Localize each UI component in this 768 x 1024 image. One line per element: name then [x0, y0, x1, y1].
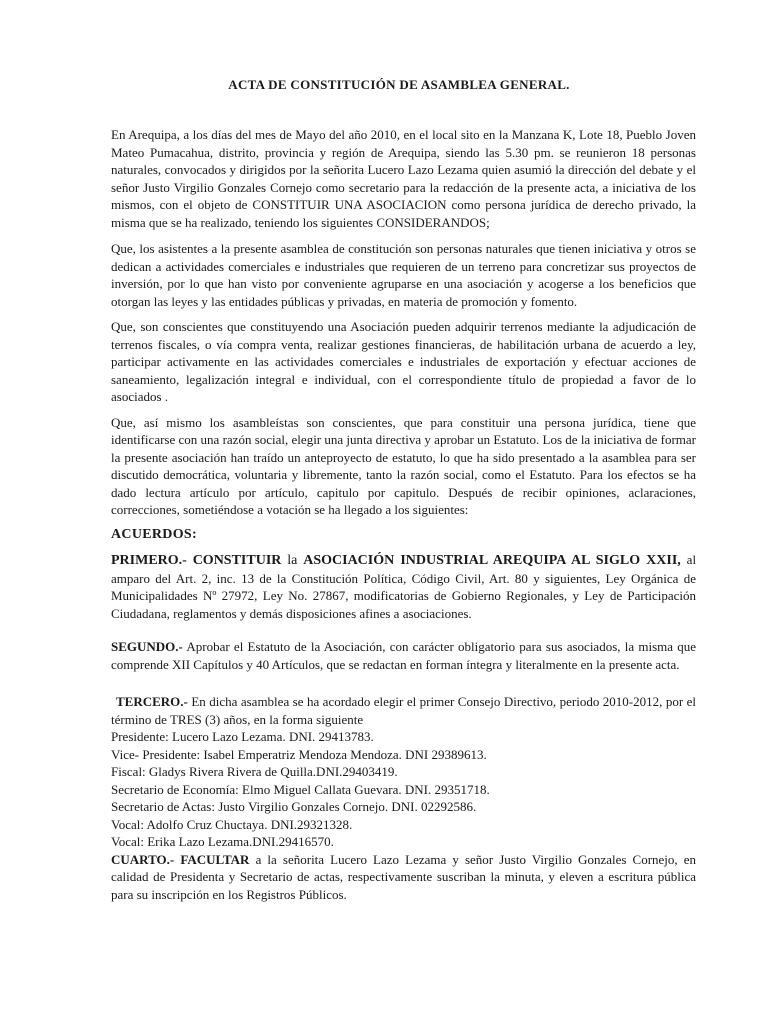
intro-paragraph: En Arequipa, a los días del mes de Mayo del año 2010, en el local sito en la Manzana K, Lote 18, Pueblo Joven Mateo Pumacahua, distrito, provincia y región de Arequipa, siendo las 5.30 pm. se reunieron 18 personas naturales, convocados y dirigidos por la señorita Lucero Lazo Lezama quien asumió la dirección del debate y el señor Justo Virgilio Gonzales Cornejo como secretario para la redacción de la presente acta, a iniciativa de los mismos, con el objeto de CONSTITUIR UNA ASOCIACION como persona jurídica de derecho privado, la misma que se ha realizado, teniendo los siguientes CONSIDERANDOS; — [111, 127, 696, 230]
member-vocal-1: Vocal: Adolfo Cruz Chuctaya. DNI.29321328. — [111, 816, 353, 832]
tercero-label: TERCERO.- — [116, 694, 188, 709]
segundo-label: SEGUNDO.- — [111, 639, 183, 654]
cuarto-text: a la señorita Lucero Lazo Lezama y señor Justo Virgilio Gonzales Cornejo, en calidad de Presidenta y Secretario de actas, respectivamente suscriban la minuta, y eleven a escritura pública para su inscripción en los Registros Públicos. — [111, 851, 697, 902]
document-title: ACTA DE CONSTITUCIÓN DE ASAMBLEA GENERAL. — [228, 77, 570, 92]
acuerdo-primero — [111, 551, 696, 622]
acuerdos-heading: ACUERDOS: — [111, 526, 197, 542]
consejo-directivo-list — [111, 728, 696, 851]
acuerdo-cuarto — [111, 851, 696, 904]
document-body — [111, 126, 696, 903]
considerando-paragraph-2: Que, son conscientes que constituyendo una Asociación pueden adquirir terrenos mediante la adjudicación de terrenos fiscales, o vía compra venta, realizar gestiones financieras, de habilitación urbana de acuerdo a ley, participar activamente en las actividades comerciales e industriales de exportación y efectuar acciones de saneamiento, legalización integral e individual, con el correspondiente título de propiedad a favor de lo asociados . — [111, 319, 696, 404]
cuarto-verb: FACULTAR — [180, 851, 250, 867]
member-secretario-actas: Secretario de Actas: Justo Virgilio Gonzales Cornejo. DNI. 02292586. — [111, 799, 477, 814]
tercero-text: En dicha asamblea se ha acordado elegir el primer Consejo Directivo, periodo 2010-2012, por el término de TRES (3) años, en la forma siguiente — [111, 694, 697, 727]
member-presidente: Presidente: Lucero Lazo Lezama. DNI. 29413783. — [111, 729, 374, 744]
primero-association-name: ASOCIACIÓN INDUSTRIAL AREQUIPA AL SIGLO XXII, — [303, 553, 681, 568]
member-fiscal: Fiscal: Gladys Rivera Rivera de Quilla.DNI.29403419. — [111, 764, 398, 779]
segundo-text: Aprobar el Estatuto de la Asociación, con carácter obligatorio para sus asociados, la misma que comprende XII Capítulos y 40 Artículos, que se redactan en forman íntegra y literalmente en la presente acta. — [111, 639, 696, 672]
primero-verb: CONSTITUIR — [192, 553, 282, 568]
primero-text: al amparo del Art. 2, inc. 13 de la Constitución Política, Código Civil, Art. 80 y siguientes, Ley Orgánica de Municipalidades Nº 27972, Ley No. 27867, modificatorias de Gobierno Regionales, y Ley de Participación Ciudadana, reglamentos y demás disposiciones afines a asociaciones. — [111, 552, 697, 621]
acuerdo-segundo — [111, 638, 696, 673]
cuarto-label: CUARTO.- — [111, 851, 175, 867]
member-secretario-economia: Secretario de Economía: Elmo Miguel Callata Guevara. DNI. 29351718. — [111, 781, 490, 797]
primero-label: PRIMERO.- — [111, 553, 187, 568]
member-vocal-2: Vocal: Erika Lazo Lezama.DNI.29416570. — [111, 834, 334, 849]
considerando-paragraph-1: Que, los asistentes a la presente asamblea de constitución son personas naturales que tienen iniciativa y otros se dedican a actividades comerciales e industriales que requieren de un terreno para concretizar sus proyectos de inversión, por lo que han visto por conveniente agruparse en una asociación y acogerse a los beneficios que otorgan las leyes y las entidades públicas y privadas, en materia de promoción y fomento. — [111, 241, 696, 309]
acuerdo-tercero — [111, 693, 696, 728]
considerando-paragraph-3: Que, así mismo los asambleístas son conscientes, que para constituir una persona jurídica, tiene que identificarse con una razón social, elegir una junta directiva y aprobar un Estatuto. Los de la iniciativa de formar la presente asociación han traído un anteproyecto de estatuto, lo que ha sido presentado a la asamblea para ser discutido democrática, voluntaria y libremente, tanto la razón social, como el Estatuto. Para los efectos se ha dado lectura artículo por artículo, capitulo por capitulo. Después de recibir opiniones, aclaraciones, correcciones, sometiéndose a votación se ha llegado a los siguientes: — [111, 414, 696, 517]
member-vice-presidente: Vice- Presidente: Isabel Emperatriz Mendoza Mendoza. DNI 29389613. — [111, 746, 487, 762]
primero-article: la — [287, 553, 298, 568]
